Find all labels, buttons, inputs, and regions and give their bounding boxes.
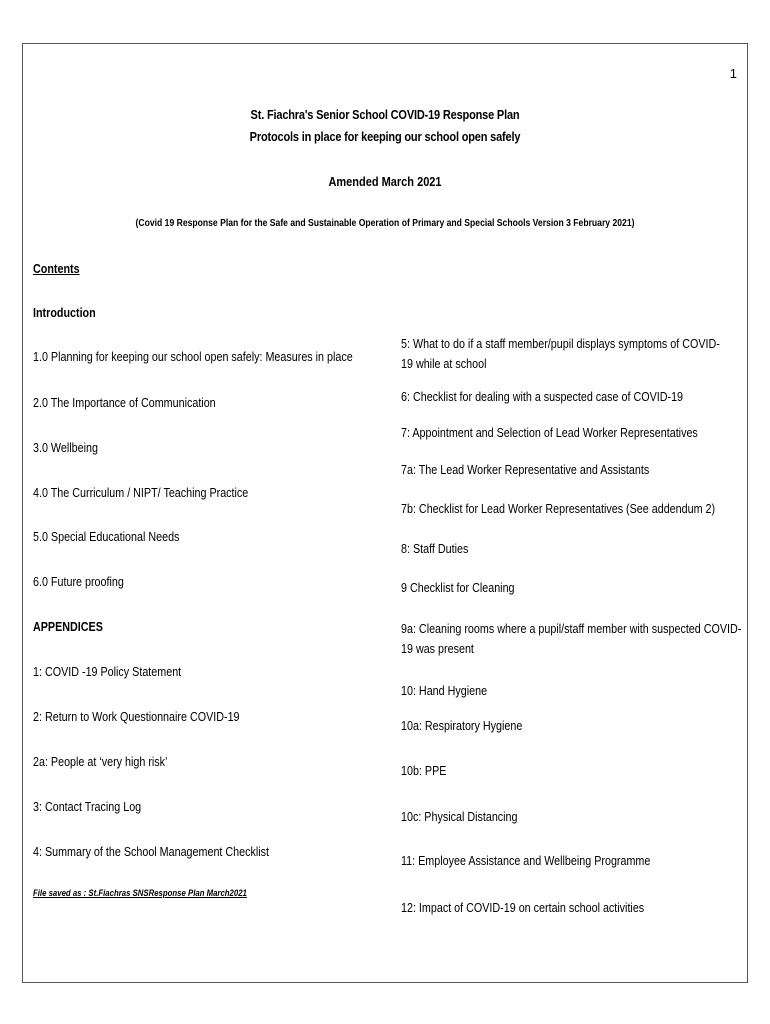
contents-item-1: 1.0 Planning for keeping our school open safely: Measures in place [33,350,353,364]
appendix-item-9: 9 Checklist for Cleaning [401,581,515,595]
appendix-item-2a: 2a: People at ‘very high risk’ [33,755,168,769]
appendix-item-7b: 7b: Checklist for Lead Worker Representatives (See addendum 2) [401,502,716,516]
appendix-item-10c: 10c: Physical Distancing [401,810,518,824]
document-page [22,43,748,983]
appendix-item-11: 11: Employee Assistance and Wellbeing Programme [401,854,651,868]
title-line-1: St. Fiachra's Senior School COVID-19 Response Plan [250,108,520,122]
appendix-item-4: 4: Summary of the School Management Checklist [33,845,270,859]
appendices-heading: APPENDICES [33,620,103,634]
contents-item-4: 4.0 The Curriculum / NIPT/ Teaching Practice [33,486,249,500]
appendix-item-10a: 10a: Respiratory Hygiene [401,719,523,733]
file-saved-note: File saved as : St.Fiachras SNSResponse Plan March2021 [33,888,247,899]
amended-date: Amended March 2021 [328,175,442,189]
appendix-item-10b: 10b: PPE [401,764,447,778]
contents-item-6: 6.0 Future proofing [33,575,124,589]
contents-item-3: 3.0 Wellbeing [33,441,98,455]
appendix-item-7: 7: Appointment and Selection of Lead Worker Representatives [401,426,698,440]
appendix-item-2: 2: Return to Work Questionnaire COVID-19 [33,710,240,724]
contents-item-introduction: Introduction [33,306,96,320]
contents-item-2: 2.0 The Importance of Communication [33,396,216,410]
reference-note: (Covid 19 Response Plan for the Safe and Sustainable Operation of Primary and Special Schools Version 3 February 2021) [135,218,635,229]
appendix-item-7a: 7a: The Lead Worker Representative and Assistants [401,463,650,477]
appendix-item-9a: 9a: Cleaning rooms where a pupil/staff member with suspected COVID-19 was present [401,622,742,656]
appendix-item-3: 3: Contact Tracing Log [33,800,142,814]
contents-heading: Contents [33,262,80,276]
appendix-item-1: 1: COVID -19 Policy Statement [33,665,182,679]
contents-item-5: 5.0 Special Educational Needs [33,530,180,544]
page-number: 1 [729,66,737,81]
appendix-item-12: 12: Impact of COVID-19 on certain school activities [401,901,645,915]
appendix-item-8: 8: Staff Duties [401,542,469,556]
appendix-item-10: 10: Hand Hygiene [401,684,488,698]
appendix-item-5: 5: What to do if a staff member/pupil displays symptoms of COVID-19 while at school [401,337,720,371]
appendix-item-6: 6: Checklist for dealing with a suspected case of COVID-19 [401,390,684,404]
title-line-2: Protocols in place for keeping our school open safely [249,130,521,144]
